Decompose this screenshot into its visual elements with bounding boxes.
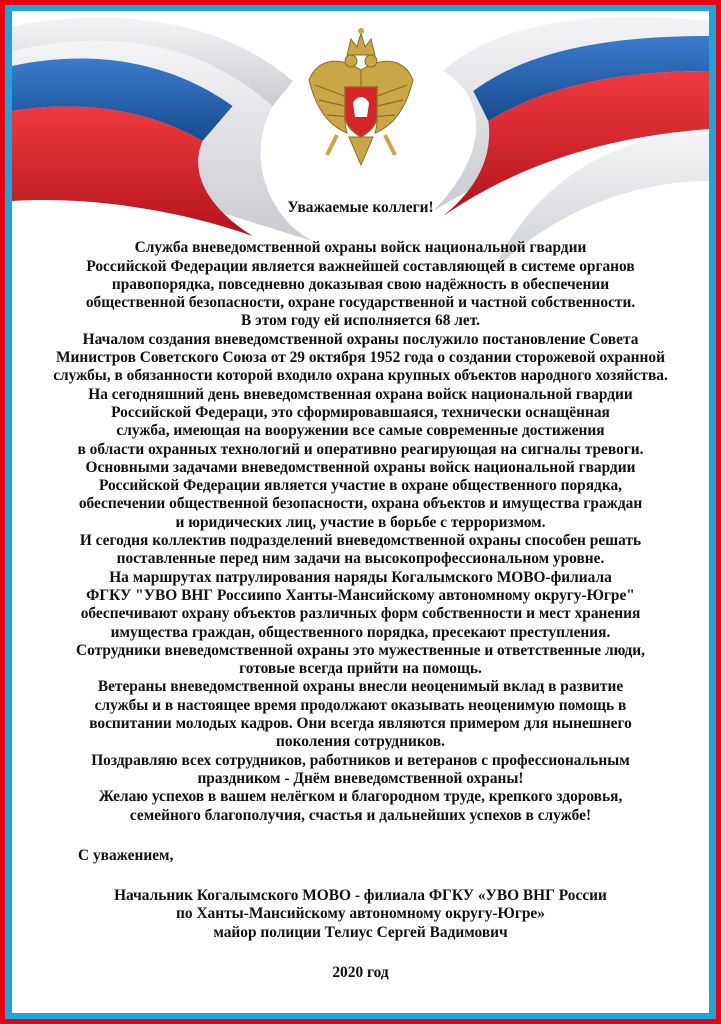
body-line: Служба вневедомственной охраны войск национальной гвардии bbox=[134, 239, 587, 257]
body-line: семейного благополучия, счастья и дальнейших успехов в службе! bbox=[129, 806, 592, 824]
signature-line: по Ханты-Мансийскому автономному округу-Югре» bbox=[176, 905, 545, 923]
signature-line: майор полиции Телиус Сергей Вадимович bbox=[213, 923, 508, 941]
signature-block bbox=[12, 887, 709, 942]
body-line: служба, имеющая на вооружении все самые современные достижения bbox=[116, 422, 605, 440]
body-line: Началом создания вневедомственной охраны послужило постановление Совета bbox=[82, 330, 639, 348]
body-line: В этом году ей исполняется 68 лет. bbox=[240, 312, 480, 330]
letter-text bbox=[12, 199, 709, 982]
body-line: И сегодня коллектив подразделений вневедомственной охраны способен решать bbox=[79, 532, 642, 550]
body-line: обеспечивают охрану объектов различных форм собственности и мест хранения bbox=[80, 605, 641, 623]
body-line: Российской Федерации является важнейшей составляющей в системе органов bbox=[86, 257, 635, 275]
body-line: праздником - Днём вневедомственной охраны! bbox=[197, 769, 524, 787]
body-line: поколения сотрудников. bbox=[276, 733, 445, 751]
body-line: Основными задачами вневедомственной охраны войск национальной гвардии bbox=[85, 458, 636, 476]
closing-phrase: С уважением, bbox=[78, 846, 174, 864]
body-line: общественной безопасности, охране государственной и частной собственности. bbox=[85, 294, 636, 312]
greeting-heading: Уважаемые коллеги! bbox=[287, 199, 434, 216]
body-line: ФГКУ "УВО ВНГ Россиипо Ханты-Мансийскому автономному округу-Югре" bbox=[86, 586, 635, 604]
body-line: обеспечении общественной безопасности, охрана объектов и имущества граждан bbox=[78, 495, 643, 513]
body-line: готовые всегда прийти на помощь. bbox=[239, 660, 482, 678]
body-line: Российской Федераци, это сформировавшаяся, технически оснащённая bbox=[111, 403, 610, 421]
letter-year: 2020 год bbox=[332, 963, 389, 981]
body-line: Министров Советского Союза от 29 октября 1952 года о создании сторожевой охранной bbox=[56, 349, 665, 367]
body-line: службы, в обязанности которой входило охрана крупных объектов народного хозяйства. bbox=[53, 367, 668, 385]
body-line: Желаю успехов в вашем нелёгком и благородном труде, крепкого здоровья, bbox=[98, 788, 623, 806]
body-line: Поздравляю всех сотрудников, работников и ветеранов с профессиональным bbox=[91, 751, 630, 769]
body-line: правопорядка, повседневно доказывая свою надёжность в обеспечении bbox=[111, 275, 610, 293]
body-line: Ветераны вневедомственной охраны внесли неоценимый вклад в развитие bbox=[97, 678, 624, 696]
letter-body bbox=[12, 239, 709, 825]
signature-line: Начальник Когалымского МОВО - филиала ФГКУ «УВО ВНГ России bbox=[114, 887, 607, 905]
inner-blue-border bbox=[5, 5, 716, 1019]
body-line: в области охранных технологий и оперативно реагирующая на сигналы тревоги. bbox=[77, 440, 644, 458]
letter-sheet bbox=[12, 11, 709, 1013]
body-line: Сотрудники вневедомственной охраны это мужественные и ответственные люди, bbox=[76, 641, 645, 659]
body-line: службы и в настоящее время продолжают оказывать неоценимую помощь в bbox=[94, 696, 627, 714]
body-line: Российской Федерации является участие в охране общественного порядка, bbox=[98, 477, 623, 495]
body-line: На сегодняшний день вневедомственная охрана войск национальной гвардии bbox=[88, 385, 633, 403]
body-line: воспитании молодых кадров. Они всегда являются примером для нынешнего bbox=[89, 715, 632, 733]
body-line: и юридических лиц, участие в борьбе с терроризмом. bbox=[175, 513, 546, 531]
body-line: имущества граждан, общественного порядка, пресекают преступления. bbox=[110, 623, 611, 641]
body-line: поставленные перед ним задачи на высокопрофессиональном уровне. bbox=[116, 550, 605, 568]
rosgvardia-eagle-emblem-icon bbox=[307, 25, 415, 175]
body-line: На маршрутах патрулирования наряды Когалымского МОВО-филиала bbox=[109, 568, 612, 586]
